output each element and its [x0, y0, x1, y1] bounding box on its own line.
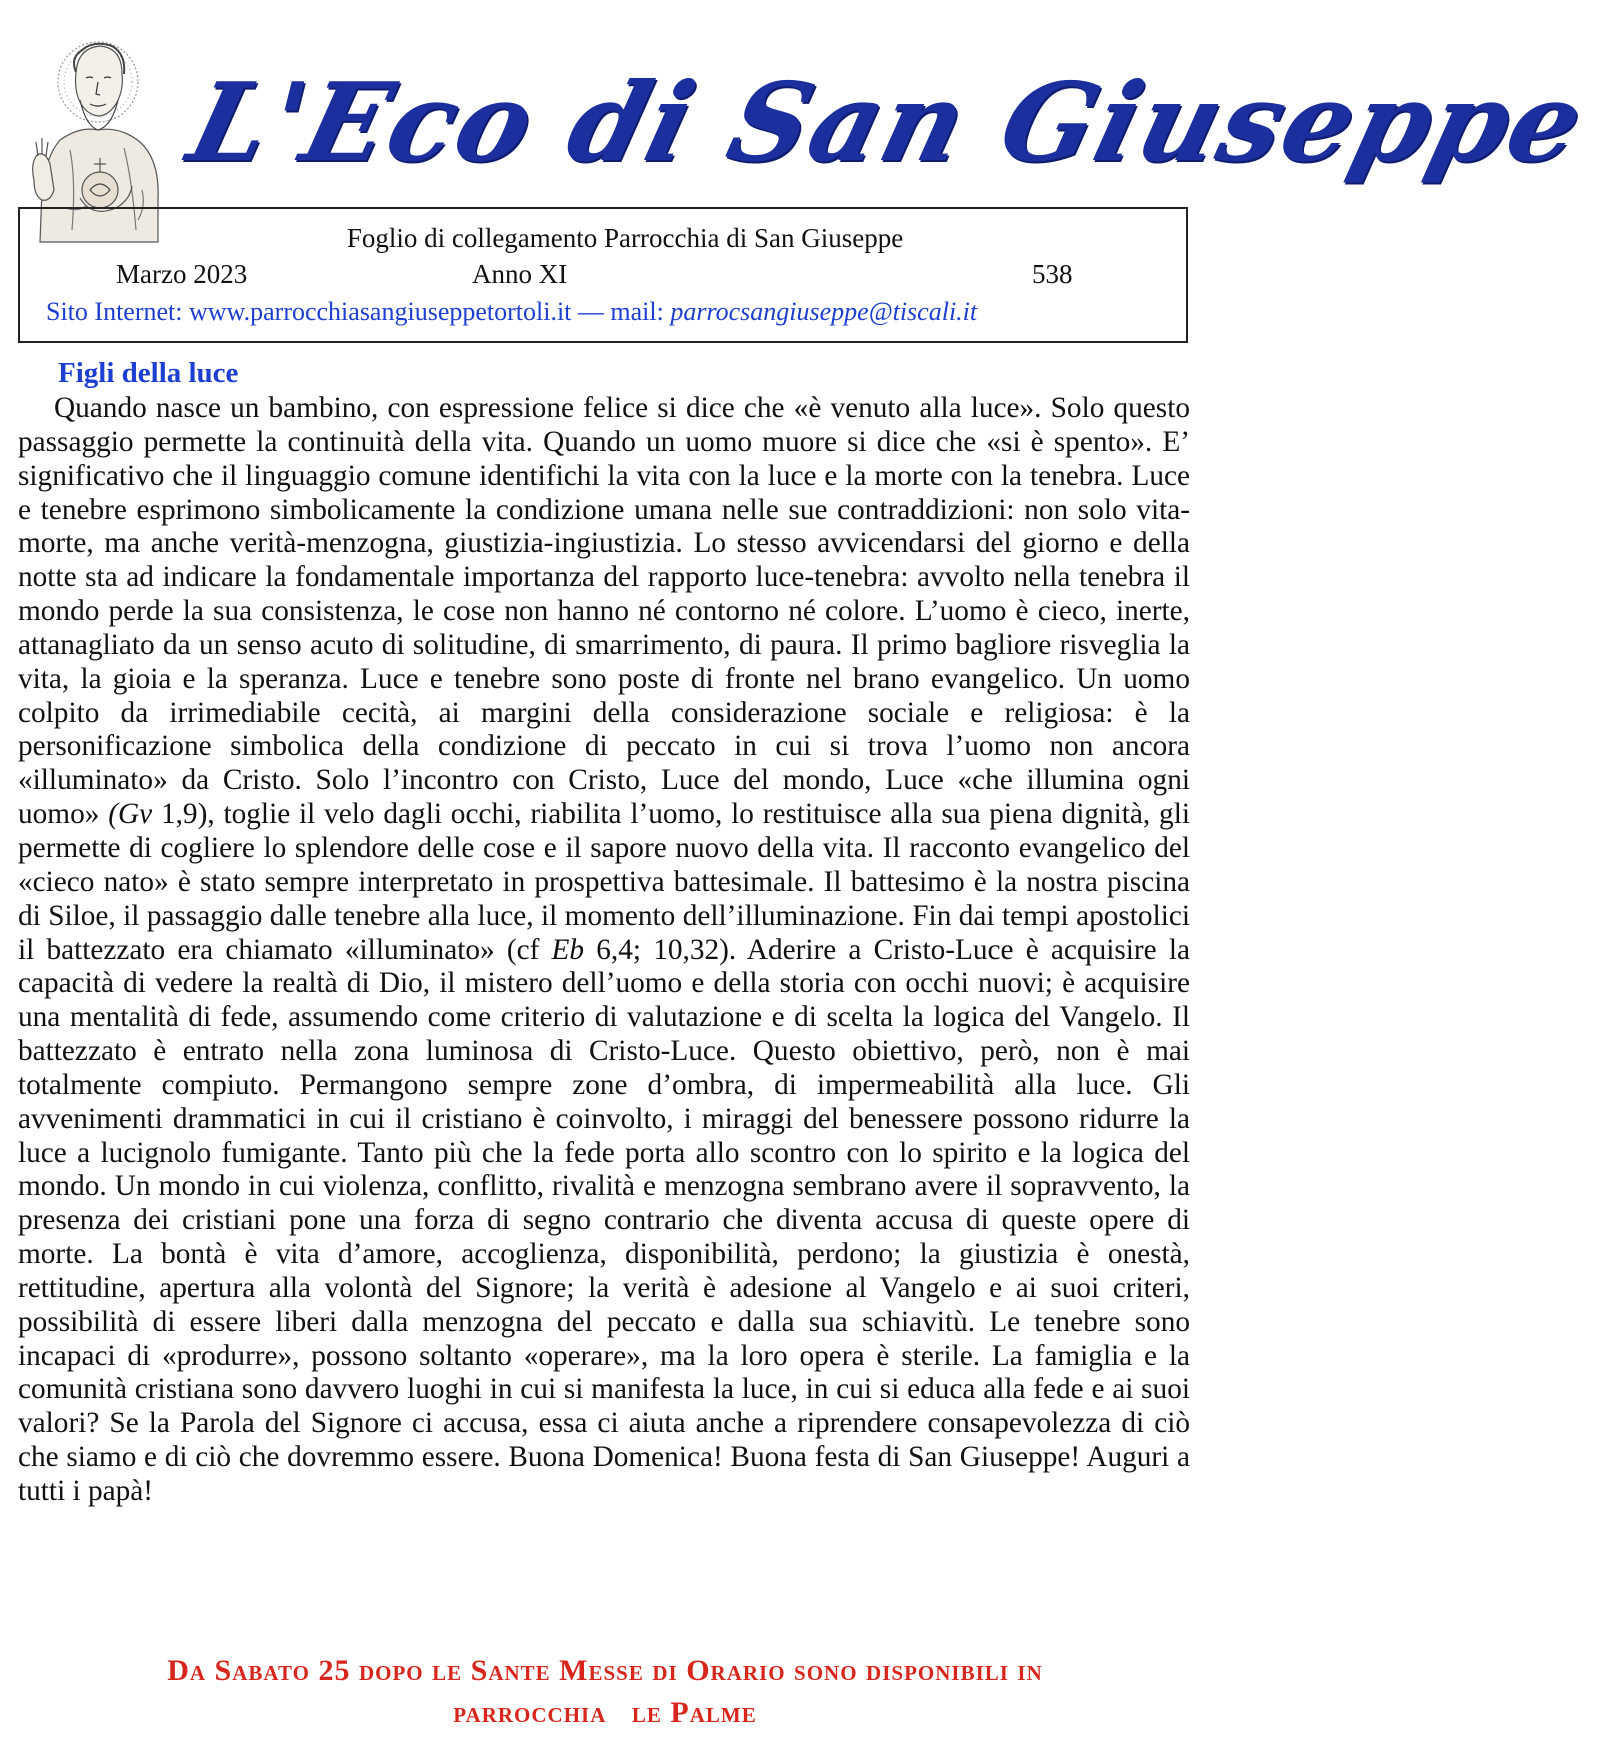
- article-title: Figli della luce: [58, 357, 239, 389]
- issue-month: Marzo 2023: [116, 259, 248, 289]
- subtitle: Foglio di collegamento Parrocchia di San Giuseppe: [346, 223, 904, 253]
- notice-line1: Da Sabato 25 dopo le Sante Messe di Orario sono disponibili in: [167, 1654, 1043, 1687]
- website-link[interactable]: Sito Internet: www.parrocchiasangiuseppetortoli.it — mail:: [46, 297, 671, 326]
- info-box: [18, 207, 1188, 343]
- article-text-part1: Quando nasce un bambino, con espressione felice si dice che «è venuto alla luce». Solo questo passaggio permette la continuità della vita. Quando un uomo muore si dice che «si è spento». E’ significativo che il linguaggio comune identifichi la vita con la luce e la morte con la tenebra. Luce e tenebre esprimono simbolicamente la condizione umana nelle sue contraddizioni: non solo vita-morte, ma anche verità-menzogna, giustizia-ingiustizia. Lo stesso avvicendarsi del giorno e della notte sta ad indicare la fondamentale importanza del rapporto luce-tenebra: avvolto nella tenebra il mondo perde la sua consistenza, le cose non hanno né contorno né colore. L’uomo è cieco, inerte, attanagliato da un senso acuto di solitudine, di smarrimento, di paura. Il primo bagliore risveglia la vita, la gioia e la speranza. Luce e tenebre sono poste di fronte nel brano evangelico. Un uomo colpito da irrimediabile cecità, ai margini della considerazione sociale e religiosa: è la personificazione simbolica della condizione di peccato in cui si trova l’uomo non ancora «illuminato» da Cristo. Solo l’incontro con Cristo, Luce del mondo, Luce «che illumina ogni uomo»: [18, 392, 1190, 831]
- ref-gospel-john: (Gv: [108, 798, 153, 831]
- issue-number: 538: [1032, 259, 1073, 289]
- article: [18, 356, 1190, 1509]
- article-text-part2: 1,9), toglie il velo dagli occhi, riabilita l’uomo, lo restituisce alla sua piena dignità, gli permette di cogliere lo splendore delle cose e il sapore nuovo della vita. Il racconto evangelico del «cieco nato» è stato sempre interpretato in prospettiva battesimale. Il battesimo è la nostra piscina di Siloe, il passaggio dalle tenebre alla luce, il momento dell’illuminazione. Fin dai tempi apostolici il battezzato era chiamato «illuminato» (cf: [18, 798, 1190, 966]
- article-body: [18, 392, 1190, 1509]
- palm-sunday-notice: [30, 1650, 1180, 1734]
- email-link[interactable]: parrocsangiuseppe@tiscali.it: [670, 297, 978, 326]
- issue-year: Anno XI: [472, 259, 568, 289]
- contact-line: [46, 297, 977, 327]
- notice-line2: parrocchia le Palme: [453, 1696, 757, 1729]
- masthead-title: L'Eco di San Giuseppe: [177, 60, 1597, 186]
- ref-hebrews: Eb: [551, 933, 585, 966]
- article-text-part3: 6,4; 10,32). Aderire a Cristo-Luce è acquisire la capacità di vedere la realtà di Dio, il mistero dell’uomo e della storia con occhi nuovi; è acquisire una mentalità di fede, assumendo come criterio di valutazione e di scelta la logica del Vangelo. Il battezzato è entrato nella zona luminosa di Cristo-Luce. Questo obiettivo, però, non è mai totalmente compiuto. Permangono sempre zone d’ombra, di impermeabilità alla luce. Gli avvenimenti drammatici in cui il cristiano è coinvolto, i miraggi del benessere possono ridurre la luce a lucignolo fumigante. Tanto più che la fede porta allo scontro con lo spirito e la logica del mondo. Un mondo in cui violenza, conflitto, rivalità e menzogna sembrano avere il sopravvento, la presenza dei cristiani pone una forza di segno contrario che diventa accusa di queste opere di morte. La bontà è vita d’amore, accoglienza, disponibilità, perdono; la giustizia è onestà, rettitudine, apertura alla volontà del Signore; la verità è adesione al Vangelo e ai suoi criteri, possibilità di essere liberi dalla menzogna del peccato e dalla sua schiavitù. Le tenebre sono incapaci di «produrre», possono soltanto «operare», ma la loro opera è sterile. La famiglia e la comunità cristiana sono davvero luoghi in cui si manifesta la luce, in cui si educa alla fede e ai suoi valori? Se la Parola del Signore ci accusa, essa ci aiuta anche a riprendere consapevolezza di ciò che siamo e di ciò che dovremmo essere. Buona Domenica! Buona festa di San Giuseppe! Auguri a tutti i papà!: [18, 933, 1191, 1507]
